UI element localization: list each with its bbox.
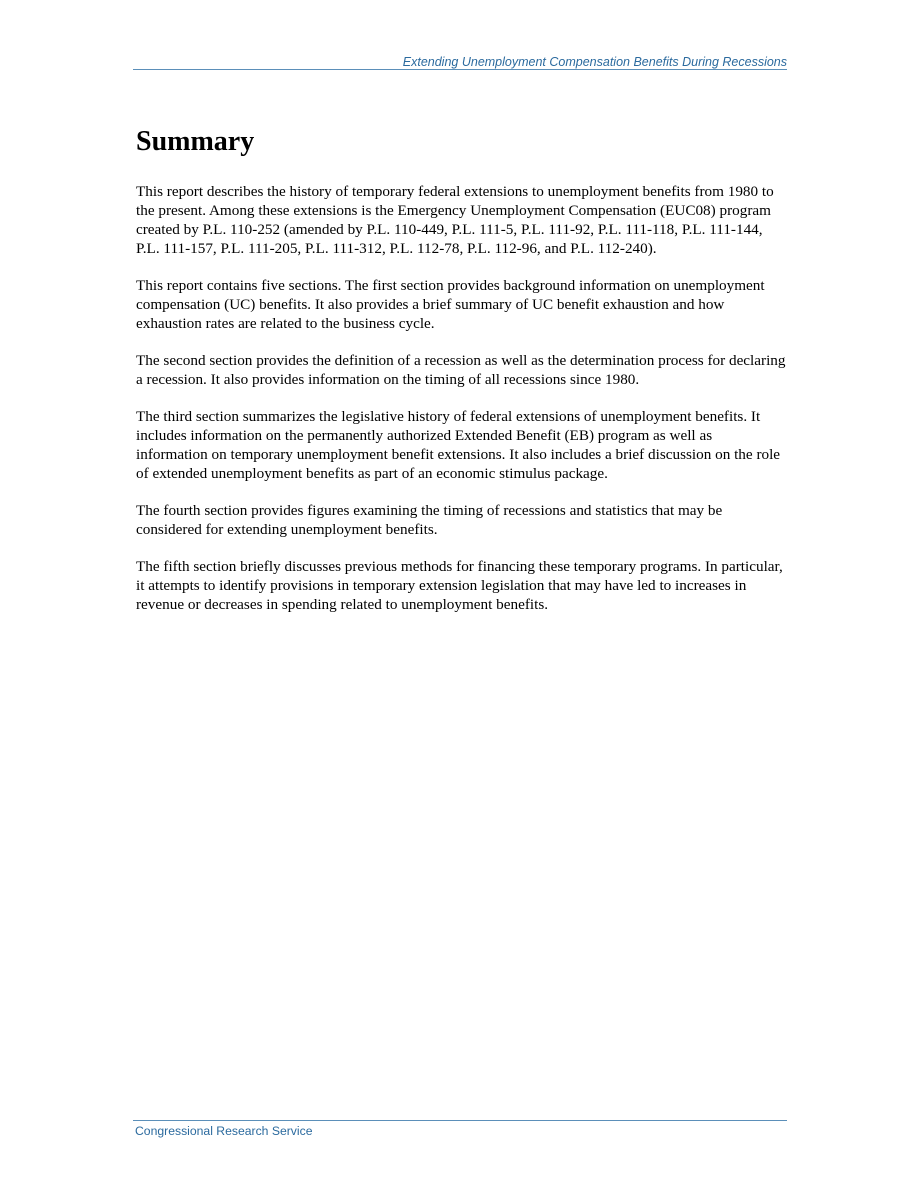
running-header: Extending Unemployment Compensation Benefits During Recessions bbox=[133, 55, 787, 70]
summary-paragraph-4: The third section summarizes the legislative history of federal extensions of unemployment benefits. It includes information on the permanently authorized Extended Benefit (EB) program as well as information on temporary unemployment benefit extensions. It also includes a brief discussion on the role of extended unemployment benefits as part of an economic stimulus package. bbox=[136, 408, 781, 482]
summary-paragraph-2: This report contains five sections. The first section provides background information on unemployment compensation (UC) benefits. It also provides a brief summary of UC benefit exhaustion and how exhaustion rates are related to the business cycle. bbox=[136, 277, 765, 332]
summary-section bbox=[136, 124, 786, 632]
summary-paragraph-3: The second section provides the definition of a recession as well as the determination process for declaring a recession. It also provides information on the timing of all recessions since 1980. bbox=[136, 352, 786, 388]
summary-paragraph-5: The fourth section provides figures examining the timing of recessions and statistics that may be considered for extending unemployment benefits. bbox=[136, 502, 723, 538]
summary-paragraph-6: The fifth section briefly discusses previous methods for financing these temporary programs. In particular, it attempts to identify provisions in temporary extension legislation that may have led to increases in revenue or decreases in spending related to unemployment benefits. bbox=[136, 558, 783, 613]
page-title: Summary bbox=[136, 126, 255, 157]
running-footer: Congressional Research Service bbox=[133, 1120, 787, 1138]
summary-paragraph-1: This report describes the history of temporary federal extensions to unemployment benefits from 1980 to the present. Among these extensions is the Emergency Unemployment Compensation (EUC08) program created by P.L. 110-252 (amended by P.L. 110-449, P.L. 111-5, P.L. 111-92, P.L. 111-118, P.L. 111-144, P.L. 111-157, P.L. 111-205, P.L. 111-312, P.L. 112-78, P.L. 112-96, and P.L. 112-240). bbox=[136, 183, 774, 257]
